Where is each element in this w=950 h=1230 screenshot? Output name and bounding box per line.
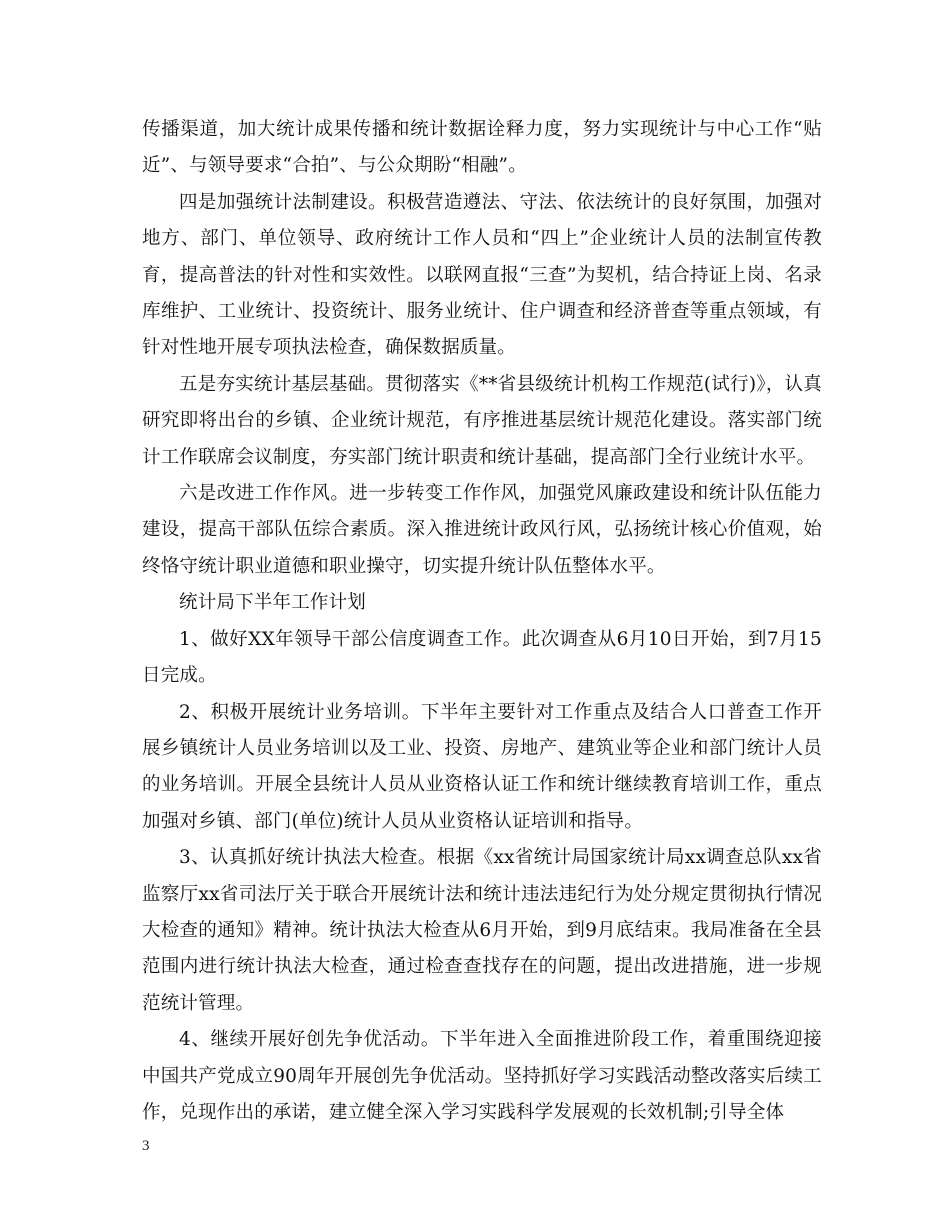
paragraph: 六是改进工作作风。进一步转变工作作风，加强党风廉政建设和统计队伍能力建设，提高干部队伍综合素质。深入推进统计政风行风，弘扬统计核心价值观，始终恪守统计职业道德和职业操守，切实提升统计队伍整体水平。	[142, 483, 822, 577]
paragraph: 2、积极开展统计业务培训。下半年主要针对工作重点及结合人口普查工作开展乡镇统计人员业务培训以及工业、投资、房地产、建筑业等企业和部门统计人员的业务培训。开展全县统计人员从业资格认证工作和统计继续教育培训工作，重点加强对乡镇、部门(单位)统计人员从业资格认证培训和指导。	[142, 701, 822, 832]
page-number: 3	[142, 1138, 150, 1154]
paragraph: 四是加强统计法制建设。积极营造遵法、守法、依法统计的良好氛围，加强对地方、部门、单位领导、政府统计工作人员和“四上”企业统计人员的法制宣传教育，提高普法的针对性和实效性。以联网直报“三查”为契机，结合持证上岗、名录库维护、工业统计、投资统计、服务业统计、住户调查和经济普查等重点领域，有针对性地开展专项执法检查，确保数据质量。	[142, 191, 822, 359]
section-heading: 统计局下半年工作计划	[179, 592, 367, 614]
paragraph: 传播渠道，加大统计成果传播和统计数据诠释力度，努力实现统计与中心工作“贴近”、与领导要求“合拍”、与公众期盼“相融”。	[142, 119, 822, 177]
paragraph: 3、认真抓好统计执法大检查。根据《xx省统计局国家统计局xx调查总队xx省监察厅xx省司法厅关于联合开展统计法和统计违法违纪行为处分规定贯彻执行情况大检查的通知》精神。统计执法大检查从6月开始，到9月底结束。我局准备在全县范围内进行统计执法大检查，通过检查查找存在的问题，提出改进措施，进一步规范统计管理。	[142, 847, 822, 1014]
paragraph: 1、做好XX年领导干部公信度调查工作。此次调查从6月10日开始，到7月15日完成。	[142, 628, 822, 687]
paragraph: 4、继续开展好创先争优活动。下半年进入全面推进阶段工作，着重围绕迎接中国共产党成立90周年开展创先争优活动。坚持抓好学习实践活动整改落实后续工作，兑现作出的承诺，建立健全深入学习实践科学发展观的长效机制;引导全体	[142, 1029, 822, 1123]
paragraph: 五是夯实统计基层基础。贯彻落实《**省县级统计机构工作规范(试行)》，认真研究即将出台的乡镇、企业统计规范，有序推进基层统计规范化建设。落实部门统计工作联席会议制度，夯实部门统计职责和统计基础，提高部门全行业统计水平。	[142, 373, 822, 468]
document-body	[142, 112, 822, 1131]
